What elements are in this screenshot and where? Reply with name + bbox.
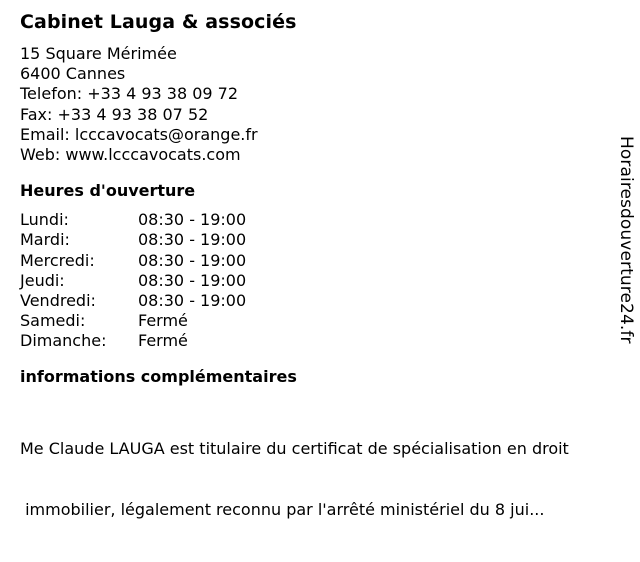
phone-line: Telefon: +33 4 93 38 09 72	[20, 84, 239, 104]
opening-hours-title: Heures d'ouverture	[20, 181, 196, 201]
business-details	[20, 10, 605, 562]
time-value: 08:30 - 19:00	[138, 230, 247, 250]
day-label: Mardi:	[20, 230, 70, 250]
time-value: Fermé	[138, 311, 188, 331]
hours-row-mardi	[20, 230, 605, 250]
time-value: 08:30 - 19:00	[138, 291, 247, 311]
opening-hours-list	[20, 210, 605, 351]
time-value: Fermé	[138, 331, 188, 351]
additional-info-title: informations complémentaires	[20, 366, 297, 386]
hours-row-mercredi	[20, 251, 605, 271]
day-label: Jeudi:	[20, 270, 65, 290]
postal-city: 6400 Cannes	[20, 64, 126, 84]
hours-row-jeudi	[20, 271, 605, 291]
time-value: 08:30 - 19:00	[138, 270, 247, 290]
additional-info-text	[20, 398, 605, 562]
hours-row-lundi	[20, 210, 605, 230]
day-label: Dimanche:	[20, 331, 107, 351]
street-address: 15 Square Mérimée	[20, 44, 177, 63]
business-name: Cabinet Lauga & associés	[20, 11, 297, 33]
hours-row-samedi	[20, 311, 605, 331]
site-watermark: Horairesdouverture24.fr	[616, 136, 636, 344]
day-label: Mercredi:	[20, 250, 95, 270]
fax-line: Fax: +33 4 93 38 07 52	[20, 104, 209, 124]
info-line: Me Claude LAUGA est titulaire du certificat de spécialisation en droit	[20, 438, 569, 458]
day-label: Samedi:	[20, 311, 86, 331]
email-line: Email: lcccavocats@orange.fr	[20, 124, 258, 144]
time-value: 08:30 - 19:00	[138, 210, 247, 230]
day-label: Vendredi:	[20, 291, 96, 311]
website-line: Web: www.lcccavocats.com	[20, 145, 241, 165]
hours-row-vendredi	[20, 291, 605, 311]
day-label: Lundi:	[20, 210, 69, 230]
hours-row-dimanche	[20, 331, 605, 351]
contact-block	[20, 44, 605, 165]
info-line: immobilier, légalement reconnu par l'arrêté ministériel du 8 jui...	[20, 500, 545, 520]
time-value: 08:30 - 19:00	[138, 250, 247, 270]
